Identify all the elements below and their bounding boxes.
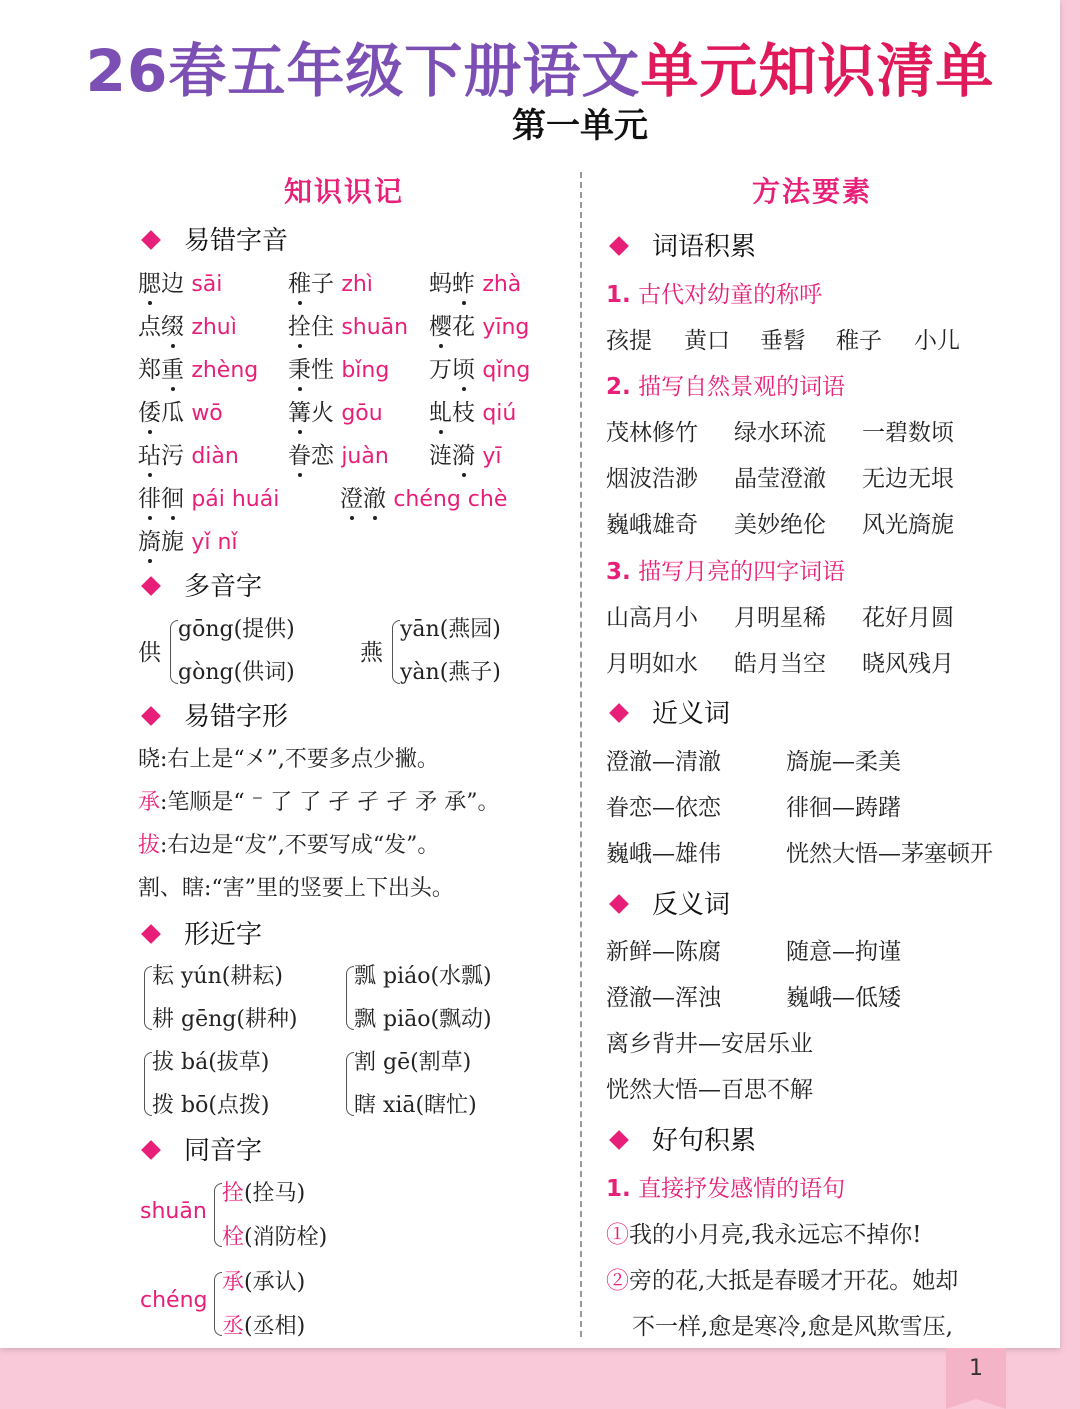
similar-char: 瓢 piáo(水瓢) (354, 964, 492, 989)
word: 澄澈—清澈 (606, 749, 721, 775)
diamond-icon (141, 230, 161, 250)
page-number-tab (946, 1348, 1006, 1409)
list-item: 万顷 qǐng (429, 357, 531, 383)
word-row (606, 789, 1036, 819)
diamond-icon (141, 706, 161, 726)
homophone-pinyin: chéng (140, 1288, 208, 1313)
polyphone-reading: gòng(供词) (178, 660, 295, 685)
word: 烟波浩渺 (606, 466, 698, 492)
list-item: 眷恋 juàn (288, 443, 389, 469)
word: 一碧数顷 (862, 420, 954, 446)
word: 随意—拘谨 (786, 939, 901, 965)
brace-icon (144, 1052, 152, 1116)
word-row (606, 979, 1036, 1009)
word-row (606, 414, 1036, 444)
diamond-icon (141, 924, 161, 944)
word: 绿水环流 (734, 420, 826, 446)
brace-icon (214, 1183, 222, 1247)
list-item: 倭瓜 wō (138, 400, 223, 426)
section-heading-ciyu-jilei: 词语积累 (606, 226, 756, 263)
sentence: ①我的小月亮,我永远忘不掉你! (606, 1222, 922, 1248)
polyphone-char: 燕 (360, 640, 383, 666)
word: 孩提 (606, 328, 652, 354)
word-row (606, 599, 1036, 629)
section-heading-jinyici: 近义词 (606, 693, 730, 730)
title-part2: 单元知识清单 (640, 37, 995, 105)
list-item: 割、瞎:“害”里的竖要上下出头。 (138, 876, 454, 901)
word: 眷恋—依恋 (606, 795, 721, 821)
list-item: 秉性 bǐng (288, 357, 390, 383)
similar-char: 耕 gēng(耕种) (152, 1007, 298, 1032)
similar-char: 飘 piāo(飘动) (354, 1007, 492, 1032)
word: 澄澈—浑浊 (606, 985, 721, 1011)
page-title (0, 24, 1080, 108)
polyphone-reading: yàn(燕子) (400, 660, 501, 685)
list-item: 晓:右上是“㐅”,不要多点少撇。 (138, 747, 439, 772)
similar-char: 拔 bá(拔草) (152, 1050, 270, 1075)
word: 恍然大悟—茅塞顿开 (786, 841, 993, 867)
brace-icon (346, 1052, 354, 1116)
word: 山高月小 (606, 605, 698, 631)
subsection-heading: 3. 描写月亮的四字词语 (606, 559, 846, 585)
word: 晓风残月 (862, 651, 954, 677)
brace-icon (144, 966, 152, 1030)
word: 巍峨雄奇 (606, 512, 698, 538)
word: 新鲜—陈腐 (606, 939, 721, 965)
diamond-icon (141, 576, 161, 596)
brace-icon (346, 966, 354, 1030)
diamond-icon (141, 1140, 161, 1160)
word-row (606, 933, 1036, 963)
word: 巍峨—低矮 (786, 985, 901, 1011)
word: 风光旖旎 (862, 512, 954, 538)
list-item: 稚子 zhì (288, 271, 373, 297)
word: 月明如水 (606, 651, 698, 677)
list-item: 点缀 zhuì (138, 314, 237, 340)
list-item: 承:笔顺是“ ⁻ 了 了 孑 孑 孑 矛 承”。 (138, 790, 500, 815)
word-row (606, 743, 1036, 773)
title-part1: 26春五年级下册语文 (85, 37, 641, 105)
word-row (606, 835, 1036, 865)
diamond-icon (609, 703, 629, 723)
homophone-word: 承(承认) (222, 1270, 306, 1295)
word: 垂髫 (760, 328, 806, 354)
list-item: 虬枝 qiú (429, 400, 517, 426)
section-heading-yicuo-zixing: 易错字形 (138, 696, 288, 733)
polyphone-reading: yān(燕园) (400, 617, 501, 642)
word-row (606, 322, 1036, 352)
list-item: 澄澈 chéng chè (340, 486, 508, 512)
word: 皓月当空 (734, 651, 826, 677)
word: 茂林修竹 (606, 420, 698, 446)
unit-subtitle: 第一单元 (512, 106, 648, 146)
word: 月明星稀 (734, 605, 826, 631)
list-item: 涟漪 yī (429, 443, 502, 469)
brace-icon (214, 1272, 222, 1336)
brace-icon (170, 620, 178, 684)
polyphone-reading: gōng(提供) (178, 617, 295, 642)
homophone-word: 丞(丞相) (222, 1314, 306, 1339)
word: 徘徊—踌躇 (786, 795, 901, 821)
diamond-icon (609, 1130, 629, 1150)
word-row: 恍然大悟—百思不解 (606, 1077, 813, 1103)
subsection-heading: 1. 直接抒发感情的语句 (606, 1176, 846, 1202)
list-item: 旖旎 yǐ nǐ (138, 529, 238, 555)
left-column-heading: 知识识记 (284, 175, 405, 208)
polyphone-char: 供 (138, 640, 161, 666)
list-item: 徘徊 pái huái (138, 486, 280, 512)
page-number: 1 (969, 1356, 983, 1381)
word-row (606, 645, 1036, 675)
word-row (606, 506, 1036, 536)
homophone-pinyin: shuān (140, 1199, 207, 1224)
similar-char: 拨 bō(点拨) (152, 1093, 270, 1118)
word: 巍峨—雄伟 (606, 841, 721, 867)
list-item: 樱花 yīng (429, 314, 530, 340)
similar-char: 割 gē(割草) (354, 1050, 472, 1075)
section-heading-xingjinzi: 形近字 (138, 914, 262, 951)
word-row (606, 460, 1036, 490)
word: 小儿 (914, 328, 960, 354)
section-heading-duoyinzi: 多音字 (138, 566, 262, 603)
section-heading-yicuo-ziyin: 易错字音 (138, 220, 288, 257)
section-heading-fanyici: 反义词 (606, 884, 730, 921)
similar-char: 耘 yún(耕耘) (152, 964, 283, 989)
subsection-heading: 2. 描写自然景观的词语 (606, 374, 846, 400)
right-column-heading: 方法要素 (752, 175, 873, 208)
list-item: 腮边 sāi (138, 271, 223, 297)
brace-icon (392, 620, 400, 684)
column-divider (580, 172, 582, 1337)
list-item: 篝火 gōu (288, 400, 383, 426)
sentence: ②旁的花,大抵是春暖才开花。她却 (606, 1268, 959, 1294)
diamond-icon (609, 894, 629, 914)
diamond-icon (609, 236, 629, 256)
sentence-continued: 不一样,愈是寒冷,愈是风欺雪压, (632, 1314, 953, 1340)
homophone-word: 栓(消防栓) (222, 1225, 328, 1250)
word: 旖旎—柔美 (786, 749, 901, 775)
list-item: 拴住 shuān (288, 314, 409, 340)
word: 晶莹澄澈 (734, 466, 826, 492)
list-item: 玷污 diàn (138, 443, 239, 469)
word: 稚子 (836, 328, 882, 354)
word-row: 离乡背井—安居乐业 (606, 1031, 813, 1057)
word: 花好月圆 (862, 605, 954, 631)
section-heading-haoju-jilei: 好句积累 (606, 1120, 756, 1157)
subsection-heading: 1. 古代对幼童的称呼 (606, 282, 823, 308)
homophone-word: 拴(拴马) (222, 1181, 306, 1206)
list-item: 蚂蚱 zhà (429, 271, 522, 297)
list-item: 拔:右边是“犮”,不要写成“发”。 (138, 833, 440, 858)
word: 美妙绝伦 (734, 512, 826, 538)
word: 无边无垠 (862, 466, 954, 492)
section-heading-tongyinzi: 同音字 (138, 1130, 262, 1167)
word: 黄口 (684, 328, 730, 354)
list-item: 郑重 zhèng (138, 357, 259, 383)
similar-char: 瞎 xiā(瞎忙) (354, 1093, 477, 1118)
